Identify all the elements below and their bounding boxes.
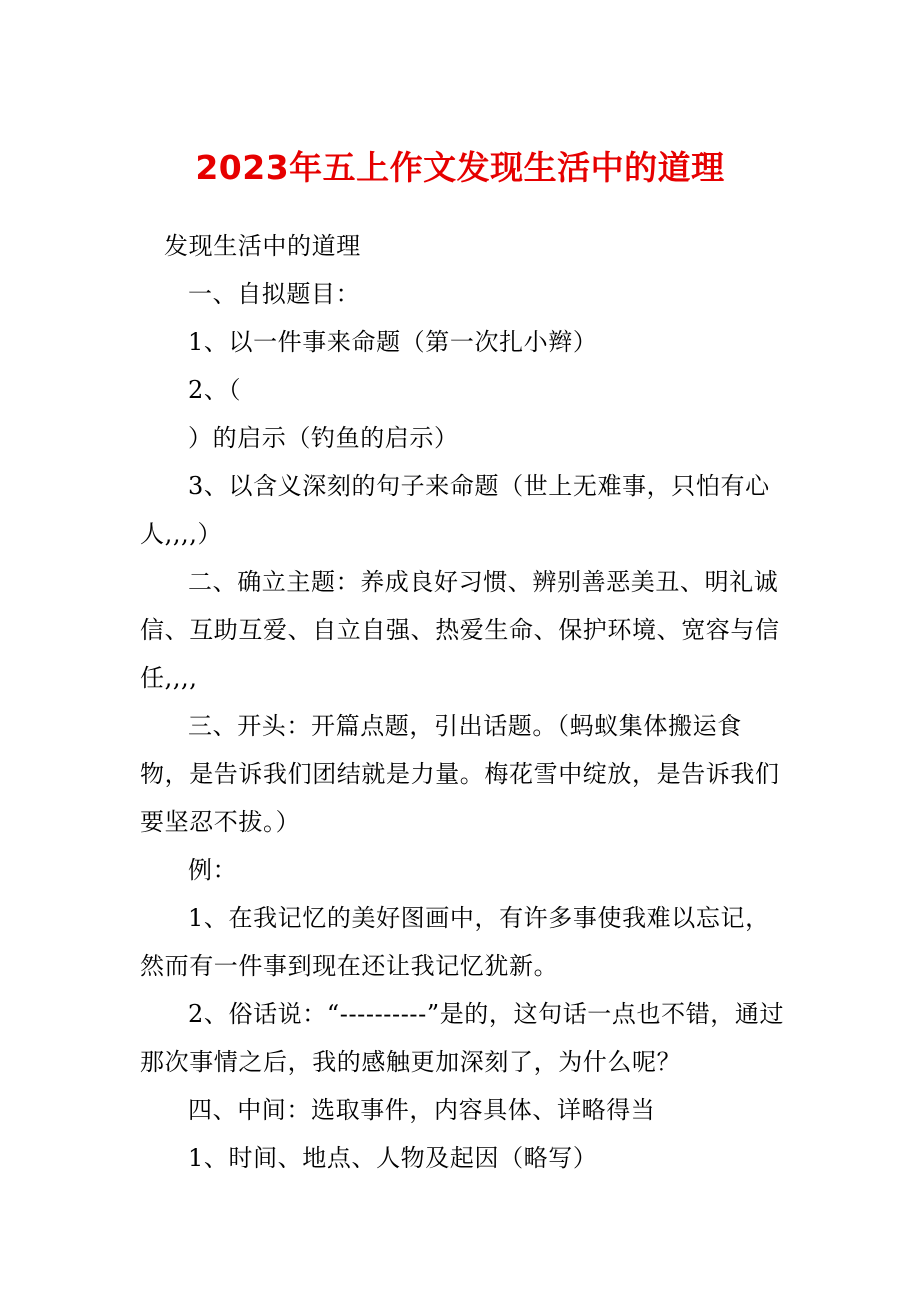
paragraph: 四、中间：选取事件，内容具体、详略得当 [188, 1096, 656, 1124]
paragraph: 1、在我记忆的美好图画中，有许多事使我难以忘记，然而有一件事到现在还让我记忆犹新。 [140, 904, 770, 980]
paragraph: 2、俗话说：“----------”是的，这句话一点也不错，通过那次事情之后，我的感触更加深刻了，为什么呢？ [140, 1000, 785, 1076]
paragraph: 3、以含义深刻的句子来命题（世上无难事，只怕有心人,,,,） [140, 472, 770, 548]
section-heading: 发现生活中的道理 [164, 232, 361, 260]
paragraph: 三、开头：开篇点题，引出话题。（蚂蚁集体搬运食物，是告诉我们团结就是力量。梅花雪中绽放，是告诉我们要坚忍不拔。） [140, 712, 780, 836]
document-body [140, 222, 785, 1182]
paragraph: 二、确立主题：养成良好习惯、辨别善恶美丑、明礼诚信、互助互爱、自立自强、热爱生命、保护环境、宽容与信任,,,, [140, 568, 780, 692]
paragraph: 一、自拟题目： [188, 280, 361, 308]
paragraph: 2、（ [188, 376, 242, 404]
paragraph: 1、以一件事来命题（第一次扎小辫） [188, 328, 598, 356]
document-title: 2023年五上作文发现生活中的道理 [195, 148, 725, 187]
paragraph: ）的启示（钓鱼的启示） [188, 424, 459, 452]
paragraph: 1、时间、地点、人物及起因（略写） [188, 1144, 598, 1172]
paragraph: 例： [188, 856, 238, 884]
